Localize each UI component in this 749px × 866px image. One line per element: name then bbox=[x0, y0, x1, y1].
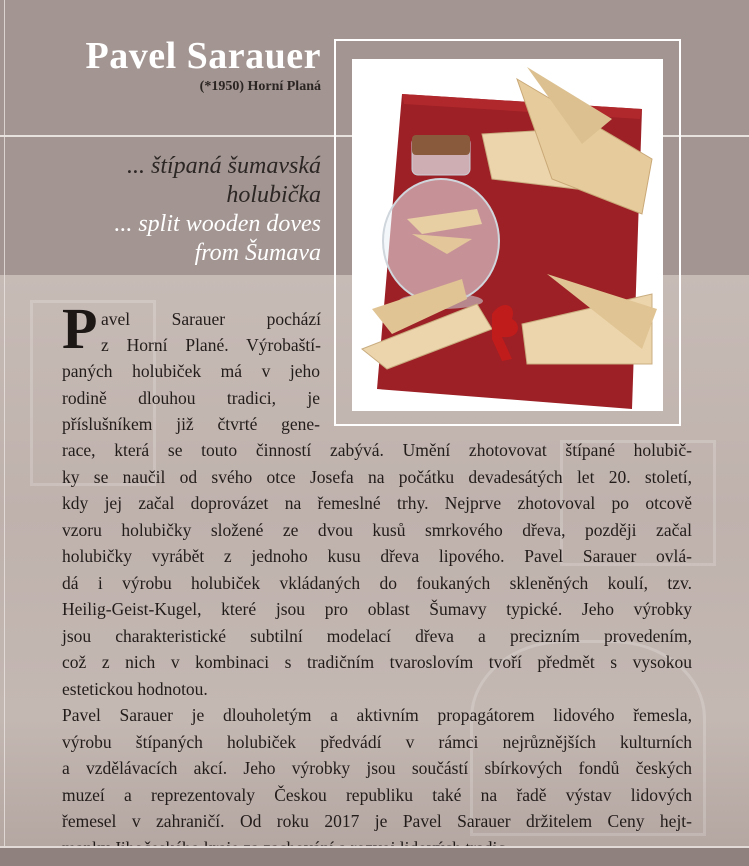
subtitle-czech-line: holubička bbox=[226, 182, 321, 208]
subtitle-english bbox=[114, 210, 321, 268]
cork-stopper bbox=[412, 135, 470, 155]
birth-info: (*1950) Horní Planá bbox=[199, 79, 321, 94]
artist-name: Pavel Sarauer bbox=[85, 35, 321, 77]
subtitle-english-line: from Šumava bbox=[194, 240, 321, 266]
article-line: což z nich v kombinaci s tradičním tvaroslovím tvoří předmět s vysokou bbox=[62, 652, 692, 672]
article-line: výrobu štípaných holubiček předvádí v rámci nejrůznějších kulturních bbox=[62, 731, 692, 752]
article-line: a vzdělávacích akcí. Jeho výrobky jsou součástí sbírkových fondů českých bbox=[62, 758, 692, 778]
article-lead bbox=[101, 332, 321, 359]
article-line: ky se naučil od svého otce Josefa na počátku devadesátých let 20. století, bbox=[62, 466, 692, 487]
article-body bbox=[62, 437, 692, 861]
drop-cap: P bbox=[62, 296, 98, 361]
doves-and-glass-ball-photo bbox=[352, 59, 663, 411]
subtitle-czech-line: ... štípaná šumavská bbox=[127, 153, 321, 179]
footer-strip bbox=[0, 848, 749, 866]
article-line: Pavel Sarauer je dlouholetým a aktivním propagátorem lidového řemesla, bbox=[62, 705, 692, 725]
article-lead bbox=[62, 358, 320, 438]
doves-photo-illustration bbox=[352, 59, 663, 411]
article-line: Heilig-Geist-Kugel, které jsou pro oblast Šumavy typické. Jeho výrobky bbox=[62, 599, 692, 619]
article-line: dá i výrobu holubiček vkládaných do foukaných skleněných koulí, tzv. bbox=[62, 572, 692, 593]
article-lead bbox=[101, 306, 321, 333]
article-line: paných holubiček má v jeho bbox=[62, 361, 320, 381]
article-line: z Horní Plané. Výrobaští- bbox=[101, 335, 321, 355]
article-line: příslušníkem již čtvrté gene- bbox=[62, 414, 320, 434]
article-line: kdy jej začal doprovázet na řemeslné trhy. Nejprve zhotovoval po otcově bbox=[62, 493, 692, 513]
article-line: avel Sarauer pochází bbox=[101, 309, 321, 329]
article-line: estetickou hodnotou. bbox=[62, 678, 208, 699]
left-edge-line bbox=[4, 0, 5, 866]
subtitle-czech bbox=[127, 152, 321, 210]
article-line: race, která se touto činností zabývá. Umění zhotovovat štípané holubič- bbox=[62, 440, 692, 460]
subtitle-english-line: ... split wooden doves bbox=[114, 211, 321, 237]
article-line: jsou charakteristické subtilní modelací dřeva a precizním provedením, bbox=[62, 625, 692, 646]
article-line: rodině dlouhou tradici, je bbox=[62, 387, 320, 408]
article-line: muzeí a reprezentovaly Českou republiku také na řadě výstav lidových bbox=[62, 784, 692, 805]
article-line: řemesel v zahraničí. Od roku 2017 je Pavel Sarauer držitelem Ceny hejt- bbox=[62, 811, 692, 831]
article-line: holubičky vyrábět z jednoho kusu dřeva lipového. Pavel Sarauer ovlá- bbox=[62, 546, 692, 566]
article-line: vzoru holubičky složené ze dvou kusů smrkového dřeva, později začal bbox=[62, 519, 692, 540]
